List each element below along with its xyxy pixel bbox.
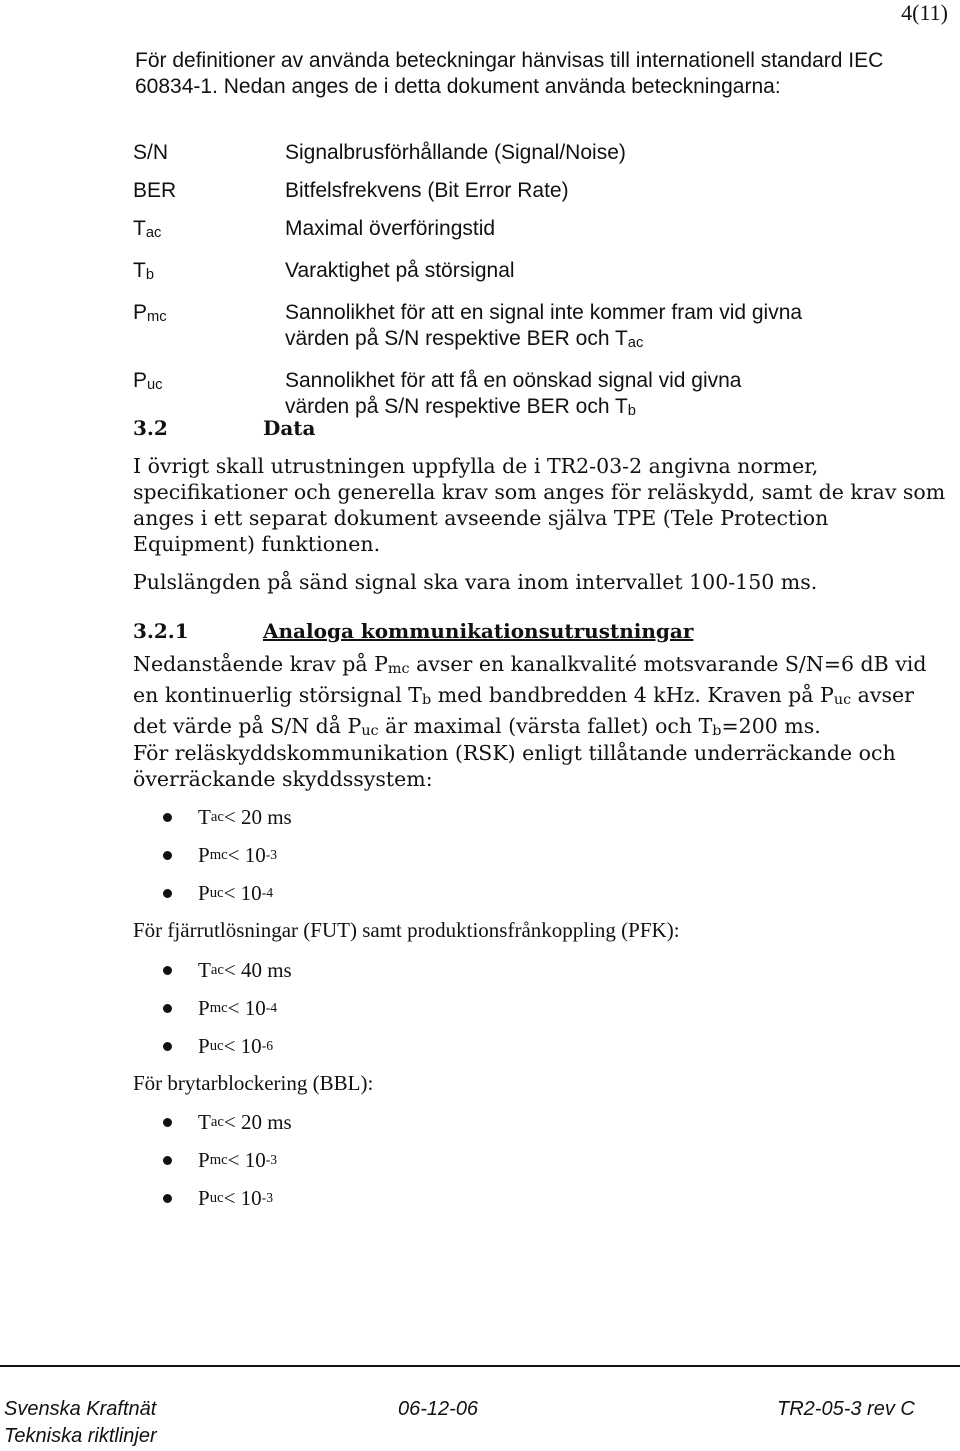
footer-doc-id: TR2-05-3 rev C [777,1398,915,1420]
definition-row [133,258,933,288]
definition-term: $P_{mc}$ [133,301,167,325]
definition-term: S/N [133,141,169,164]
list-item: P mc < 10 -3 [163,836,292,874]
list-item: P mc < 10 -4 [163,989,292,1027]
list-item: P uc < 10 -6 [163,1027,292,1065]
bullet-icon [163,1042,172,1051]
definition-term: BER [133,179,177,202]
definition-description: Varaktighet på störsignal [285,259,515,282]
paragraph-pulse-length: Pulslängden på sänd signal ska vara inom intervallet 100-150 ms. [133,570,818,594]
paragraph-rsk: För reläskyddskommunikation (RSK) enligt tillåtande underräckande och överräckande skyddssystem: [133,741,896,791]
intro-paragraph: För definitioner av använda beteckningar hänvisas till internationell standard IEC 60834-1. Nedan anges de i detta dokument använda beteckningarna: [135,49,884,98]
definition-description: Sannolikhet för att en signal inte kommer fram vid givna värden på S/N respektive BER och $T_{ac}$ [285,301,803,351]
definition-row [133,216,933,246]
section-heading-3-2-1: 3.2.1 Analoga kommunikationsutrustningar [133,619,694,643]
definition-term: $T_b$ [133,259,154,283]
list-item: P uc < 10 -3 [163,1179,292,1217]
list-item: T ac < 20 ms [163,1103,292,1141]
bullet-icon [163,813,172,822]
definition-description: Sannolikhet för att få en oönskad signal vid givna värden på S/N respektive BER och $T_b$ [285,369,742,419]
bullet-icon [163,966,172,975]
definition-description: Maximal överföringstid [285,217,496,240]
footer-company: Svenska Kraftnät [4,1398,157,1420]
paragraph-bbl: För brytarblockering (BBL): [133,1071,374,1095]
footer-doc-type: Tekniska riktlinjer [4,1425,157,1447]
paragraph-analog-requirements: Nedanstående krav på $P_{mc}$ avser en kanalkvalité motsvarande S/N=6 dB vid en kontinuerlig störsignal $T_b$ med bandbredden 4 kHz. Kraven på $P_{uc}$ avser det värde på S/N då $P_{uc}$ är maximal (värsta fallet) och $T_b=200$ ms. [133,652,927,739]
bullet-icon [163,1194,172,1203]
definition-term: $P_{uc}$ [133,369,163,393]
definitions-list [133,140,933,436]
list-item: P mc < 10 -3 [163,1141,292,1179]
section-heading-3-2: 3.2 Data [133,416,316,440]
footer-divider [0,1365,960,1367]
list-fut [163,951,292,1065]
definition-row [133,300,933,356]
bullet-icon [163,1004,172,1013]
bullet-icon [163,1118,172,1127]
definition-description: Signalbrusförhållande (Signal/Noise) [285,141,626,164]
definition-description: Bitfelsfrekvens (Bit Error Rate) [285,179,569,202]
paragraph-fut: För fjärrutlösningar (FUT) samt produktionsfrånkoppling (PFK): [133,918,680,942]
list-item: T ac < 40 ms [163,951,292,989]
paragraph-requirements: I övrigt skall utrustningen uppfylla de i TR2-03-2 angivna normer, specifikationer och generella krav som anges för reläskydd, samt de krav som anges i ett separat dokument avseende själva TPE (Tele Protection Equipment) funktionen. [133,454,946,556]
page-number: 4(11) [901,0,948,25]
definition-row [133,140,933,166]
list-item: P uc < 10 -4 [163,874,292,912]
list-item: T ac < 20 ms [163,798,292,836]
definition-term: $T_{ac}$ [133,217,162,241]
list-rsk [163,798,292,912]
definition-row [133,178,933,204]
bullet-icon [163,1156,172,1165]
footer-date: 06-12-06 [398,1398,479,1420]
list-bbl [163,1103,292,1217]
bullet-icon [163,851,172,860]
bullet-icon [163,889,172,898]
